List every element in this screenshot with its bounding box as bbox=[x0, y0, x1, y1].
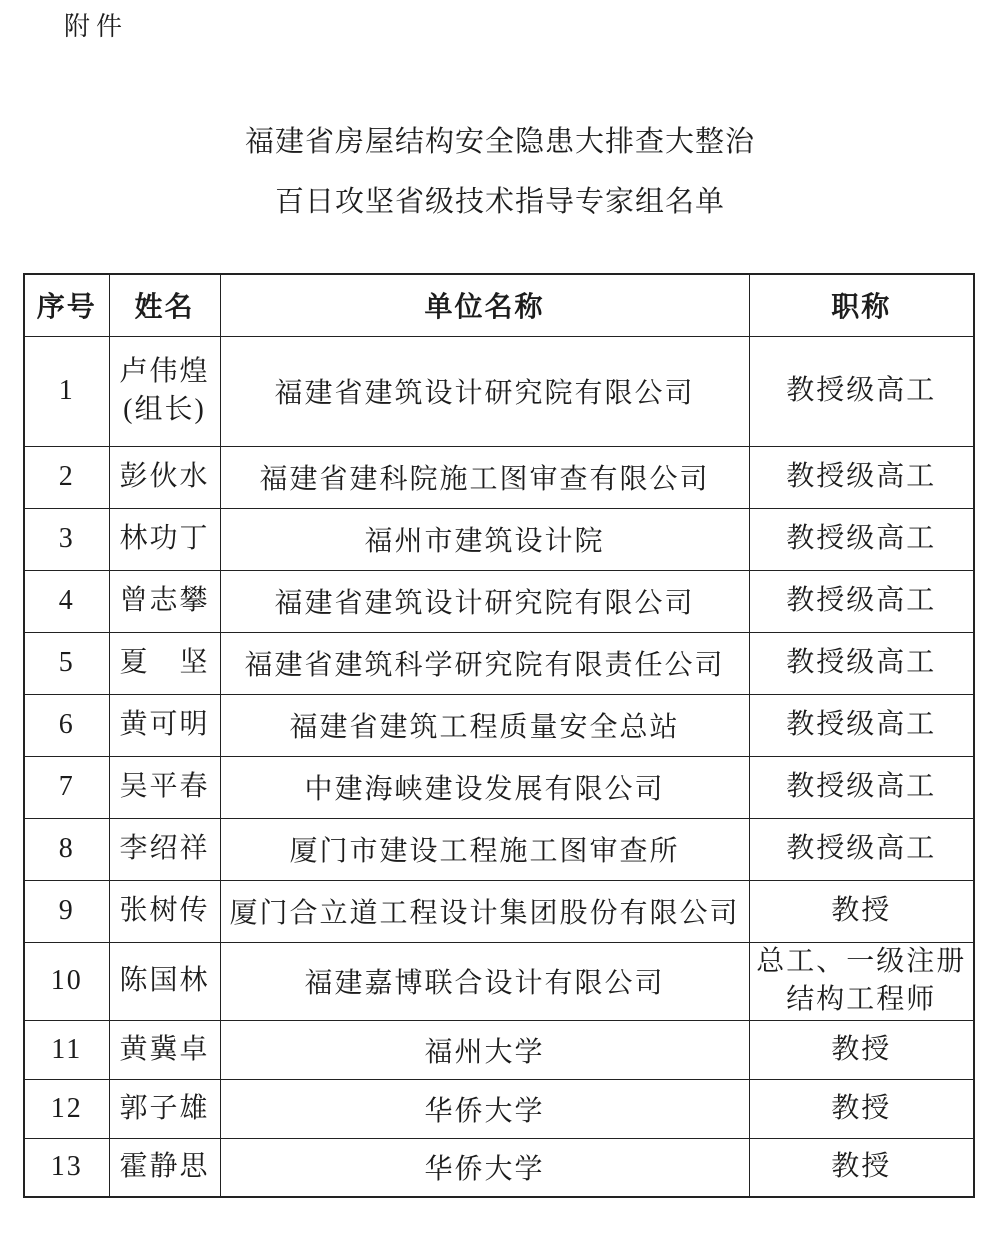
row-index: 4 bbox=[58, 585, 75, 616]
cell-name bbox=[109, 632, 220, 694]
expert-name: 曾志攀 bbox=[119, 585, 210, 616]
organization-name: 福建省建科院施工图审查有限公司 bbox=[259, 464, 710, 495]
table-row bbox=[24, 756, 974, 818]
cell-title bbox=[749, 756, 974, 818]
row-index: 3 bbox=[58, 523, 75, 554]
table-row bbox=[24, 336, 974, 446]
professional-title: 教授级高工 bbox=[786, 585, 937, 616]
expert-name: 霍静思 bbox=[119, 1151, 210, 1183]
cell-index bbox=[24, 570, 109, 632]
table-row bbox=[24, 694, 974, 756]
table-header-row bbox=[24, 274, 974, 336]
cell-organization bbox=[220, 1020, 749, 1079]
row-index: 1 bbox=[58, 375, 75, 406]
professional-title: 教授 bbox=[831, 895, 892, 926]
organization-name: 华侨大学 bbox=[424, 1095, 545, 1127]
cell-organization bbox=[220, 756, 749, 818]
expert-name: 彭伙水 bbox=[119, 461, 210, 492]
row-index: 13 bbox=[50, 1151, 83, 1183]
cell-name bbox=[109, 336, 220, 446]
row-index: 9 bbox=[58, 895, 75, 926]
table-row bbox=[24, 1138, 974, 1197]
professional-title: 总工、一级注册结构工程师 bbox=[756, 946, 967, 1015]
cell-index bbox=[24, 508, 109, 570]
cell-title bbox=[749, 1079, 974, 1138]
row-index: 10 bbox=[50, 965, 83, 996]
cell-organization bbox=[220, 570, 749, 632]
cell-title bbox=[749, 694, 974, 756]
cell-index bbox=[24, 1138, 109, 1197]
professional-title: 教授级高工 bbox=[786, 709, 937, 740]
organization-name: 福建嘉博联合设计有限公司 bbox=[304, 968, 665, 999]
expert-name: 张树传 bbox=[119, 895, 210, 926]
column-header-name: 姓名 bbox=[109, 274, 220, 336]
cell-name bbox=[109, 818, 220, 880]
cell-name bbox=[109, 1079, 220, 1138]
expert-name: 李绍祥 bbox=[119, 833, 210, 864]
organization-name: 福建省建筑设计研究院有限公司 bbox=[274, 378, 695, 409]
cell-name bbox=[109, 942, 220, 1020]
cell-organization bbox=[220, 446, 749, 508]
cell-title bbox=[749, 880, 974, 942]
cell-organization bbox=[220, 336, 749, 446]
row-index: 5 bbox=[58, 647, 75, 678]
expert-table-body bbox=[24, 336, 974, 1197]
table-row bbox=[24, 570, 974, 632]
expert-name: 郭子雄 bbox=[119, 1092, 210, 1124]
cell-index bbox=[24, 446, 109, 508]
column-header-index: 序号 bbox=[24, 274, 109, 336]
cell-index bbox=[24, 942, 109, 1020]
organization-name: 华侨大学 bbox=[424, 1154, 545, 1186]
professional-title: 教授 bbox=[831, 1092, 892, 1124]
table-row bbox=[24, 446, 974, 508]
table-row bbox=[24, 1020, 974, 1079]
cell-name bbox=[109, 570, 220, 632]
organization-name: 厦门合立道工程设计集团股份有限公司 bbox=[229, 898, 740, 929]
row-index: 11 bbox=[51, 1033, 83, 1065]
cell-index bbox=[24, 1079, 109, 1138]
row-index: 7 bbox=[58, 771, 75, 802]
cell-name bbox=[109, 694, 220, 756]
cell-title bbox=[749, 446, 974, 508]
professional-title: 教授 bbox=[831, 1151, 892, 1183]
organization-name: 福州市建筑设计院 bbox=[364, 526, 605, 557]
professional-title: 教授级高工 bbox=[786, 461, 937, 492]
professional-title: 教授级高工 bbox=[786, 523, 937, 554]
cell-title bbox=[749, 570, 974, 632]
cell-title bbox=[749, 942, 974, 1020]
cell-organization bbox=[220, 694, 749, 756]
cell-title bbox=[749, 1138, 974, 1197]
cell-organization bbox=[220, 818, 749, 880]
organization-name: 中建海峡建设发展有限公司 bbox=[304, 774, 665, 805]
table-row bbox=[24, 942, 974, 1020]
cell-title bbox=[749, 336, 974, 446]
cell-organization bbox=[220, 632, 749, 694]
table-row bbox=[24, 508, 974, 570]
cell-index bbox=[24, 632, 109, 694]
cell-index bbox=[24, 1020, 109, 1079]
title-line-2: 百日攻坚省级技术指导专家组名单 bbox=[274, 186, 725, 218]
column-header-title: 职称 bbox=[749, 274, 974, 336]
cell-title bbox=[749, 508, 974, 570]
table-row bbox=[24, 818, 974, 880]
row-index: 2 bbox=[58, 461, 75, 492]
cell-name bbox=[109, 446, 220, 508]
cell-index bbox=[24, 880, 109, 942]
expert-name: 黄可明 bbox=[119, 709, 210, 740]
cell-index bbox=[24, 756, 109, 818]
cell-name bbox=[109, 1020, 220, 1079]
table-row bbox=[24, 1079, 974, 1138]
cell-title bbox=[749, 818, 974, 880]
professional-title: 教授级高工 bbox=[786, 833, 937, 864]
expert-name: 卢伟煌 bbox=[119, 356, 210, 387]
professional-title: 教授 bbox=[831, 1033, 892, 1065]
organization-name: 福建省建筑工程质量安全总站 bbox=[289, 712, 680, 743]
attachment-label: 附件 bbox=[64, 12, 129, 41]
row-index: 12 bbox=[50, 1092, 83, 1124]
title-line-1: 福建省房屋结构安全隐患大排查大整治 bbox=[244, 126, 755, 158]
professional-title: 教授级高工 bbox=[786, 647, 937, 678]
organization-name: 福州大学 bbox=[424, 1036, 545, 1068]
row-index: 8 bbox=[58, 833, 75, 864]
cell-organization bbox=[220, 1079, 749, 1138]
expert-name: 黄冀卓 bbox=[119, 1033, 210, 1065]
cell-name bbox=[109, 508, 220, 570]
professional-title: 教授级高工 bbox=[786, 771, 937, 802]
expert-name: 陈国林 bbox=[119, 965, 210, 996]
professional-title: 教授级高工 bbox=[786, 375, 937, 406]
cell-organization bbox=[220, 942, 749, 1020]
experts-table bbox=[23, 273, 975, 1198]
expert-name: 吴平春 bbox=[119, 771, 210, 802]
column-header-organization: 单位名称 bbox=[220, 274, 749, 336]
cell-organization bbox=[220, 508, 749, 570]
row-index: 6 bbox=[58, 709, 75, 740]
document-title bbox=[0, 112, 1000, 232]
cell-index bbox=[24, 694, 109, 756]
expert-role: (组长) bbox=[123, 394, 206, 425]
expert-name: 夏 坚 bbox=[119, 647, 210, 678]
cell-organization bbox=[220, 880, 749, 942]
table-row bbox=[24, 880, 974, 942]
cell-title bbox=[749, 1020, 974, 1079]
cell-index bbox=[24, 818, 109, 880]
cell-title bbox=[749, 632, 974, 694]
expert-name: 林功丁 bbox=[119, 523, 210, 554]
cell-index bbox=[24, 336, 109, 446]
cell-name bbox=[109, 880, 220, 942]
cell-name bbox=[109, 756, 220, 818]
organization-name: 福建省建筑科学研究院有限责任公司 bbox=[244, 650, 725, 681]
cell-organization bbox=[220, 1138, 749, 1197]
organization-name: 厦门市建设工程施工图审查所 bbox=[289, 836, 680, 867]
organization-name: 福建省建筑设计研究院有限公司 bbox=[274, 588, 695, 619]
cell-name bbox=[109, 1138, 220, 1197]
table-row bbox=[24, 632, 974, 694]
